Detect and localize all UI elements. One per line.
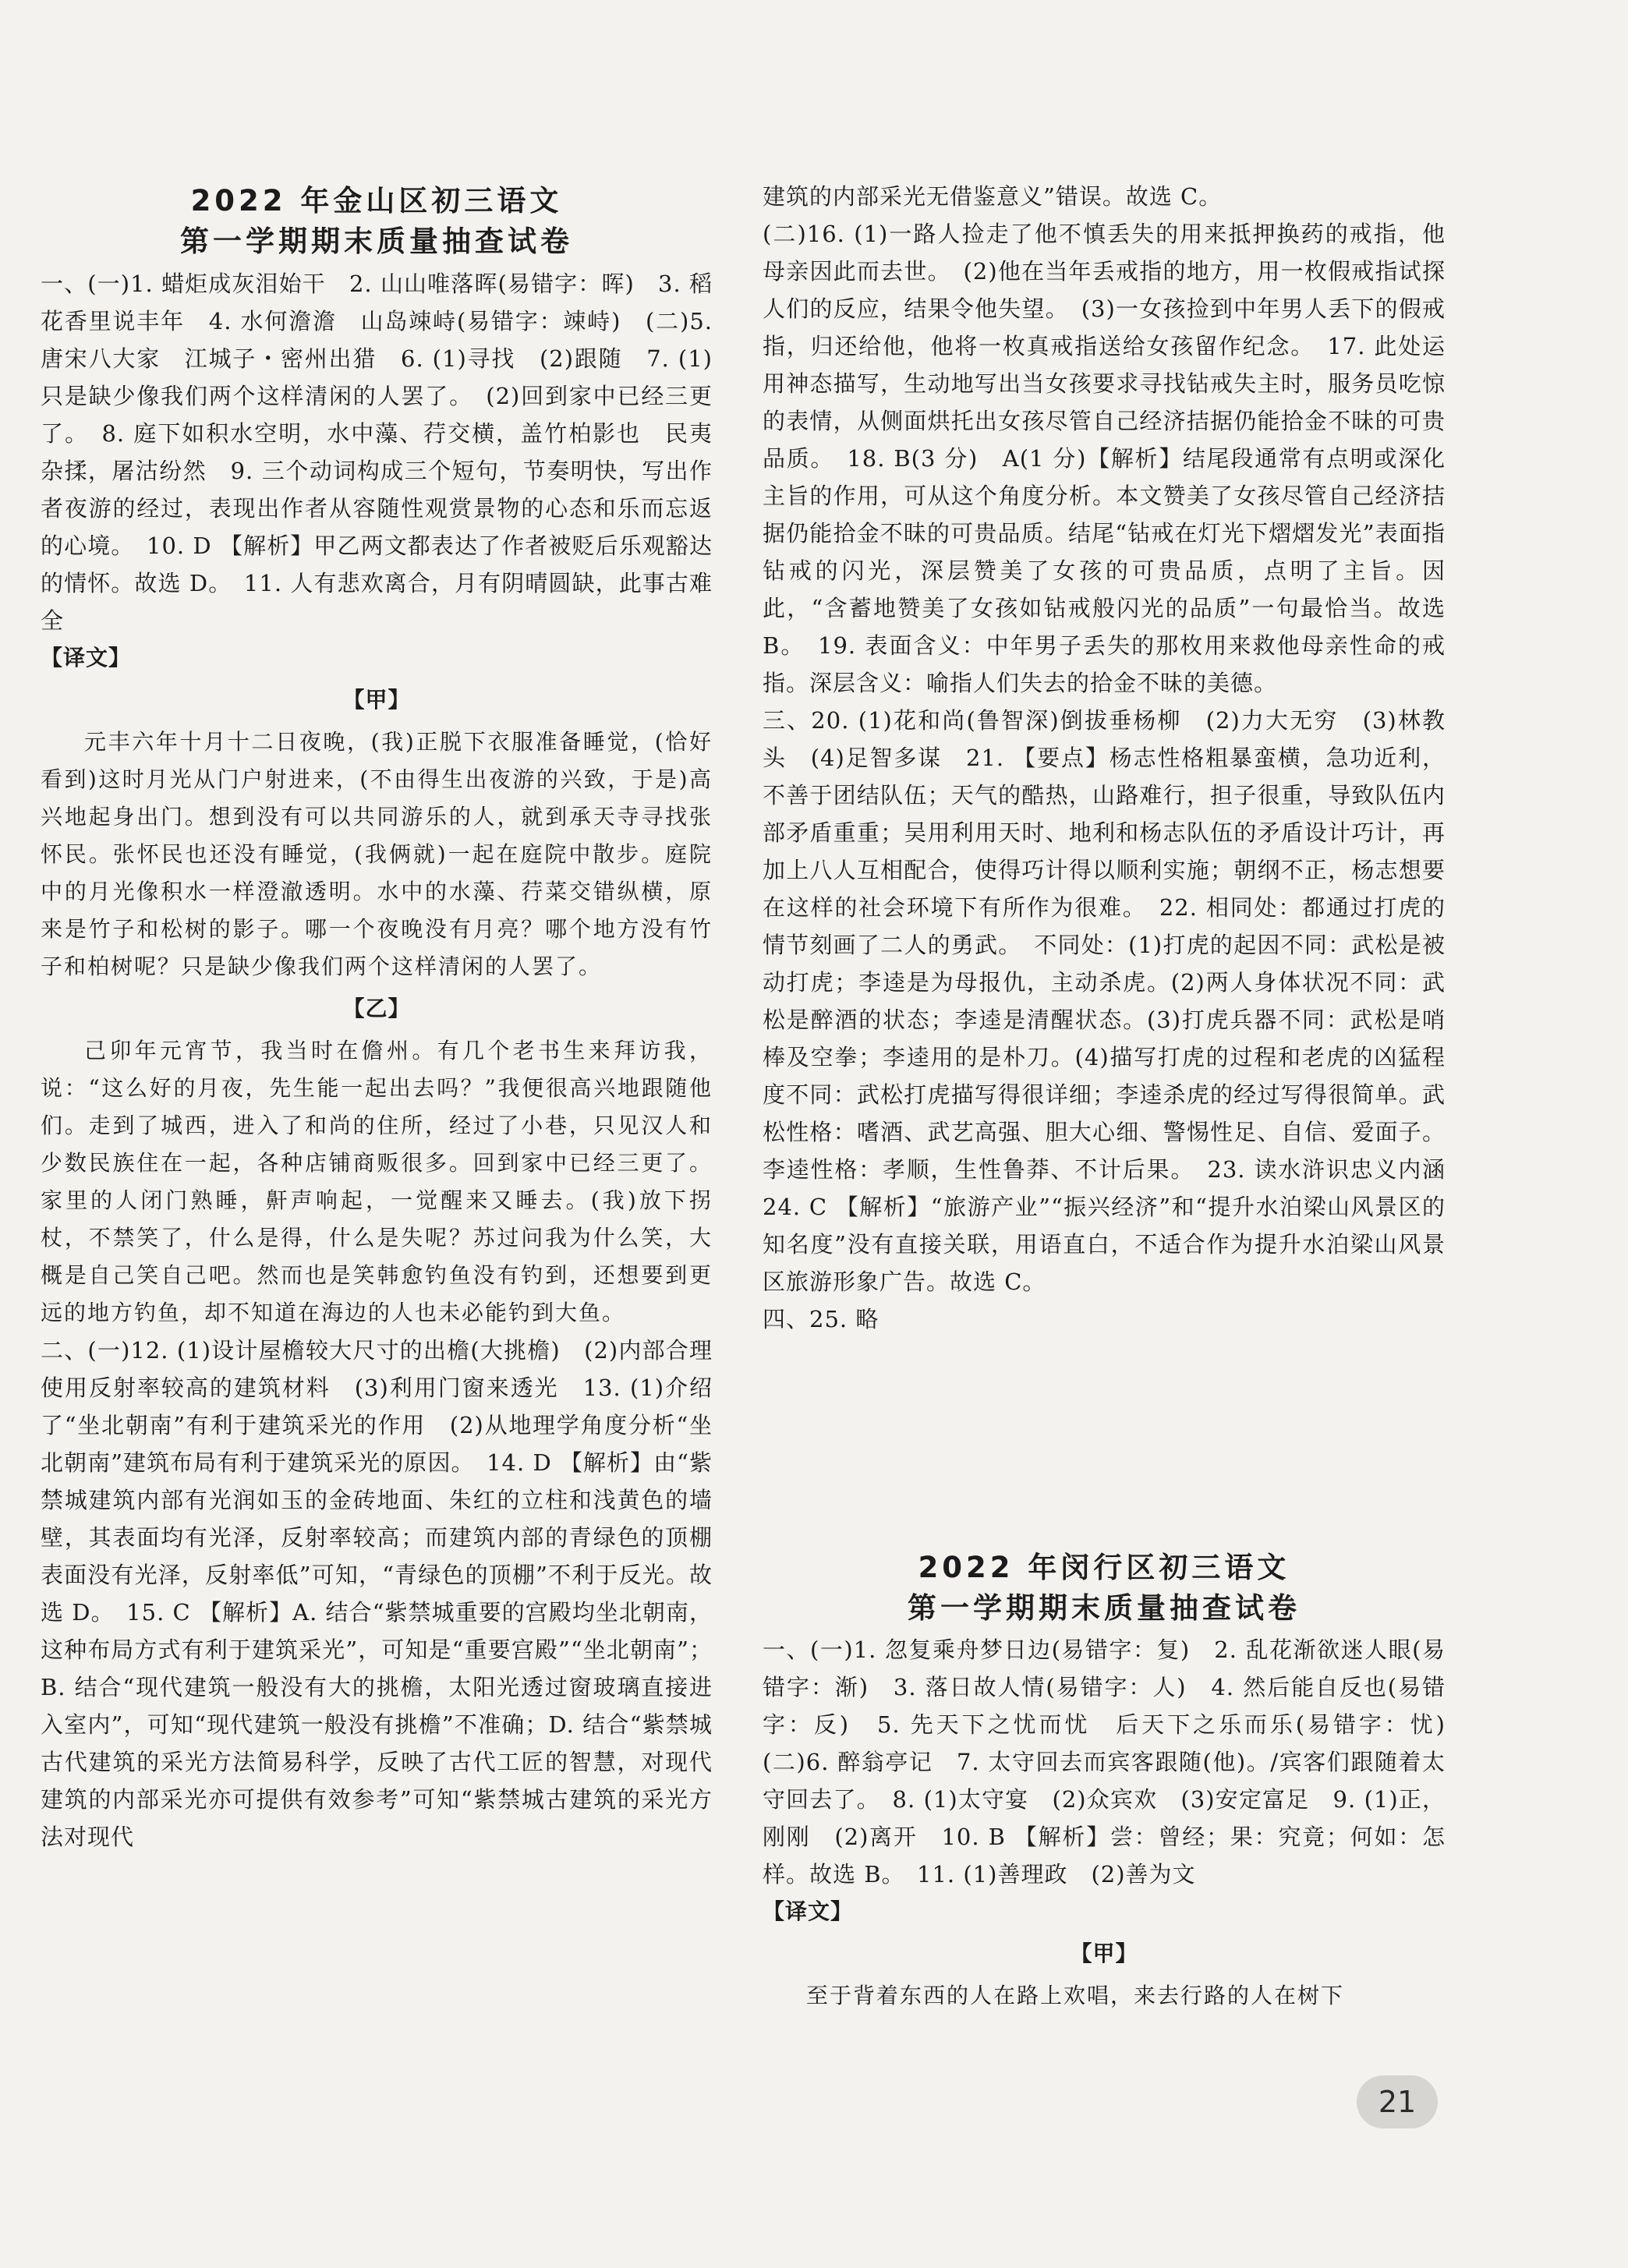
translation-label: 【译文】 (763, 1898, 854, 1924)
section-title-minhang (763, 1548, 1446, 1629)
answer-paragraph: 四、25. 略 (763, 1306, 879, 1332)
left-body (41, 265, 713, 1856)
title-line: 2022 年金山区初三语文 (190, 184, 563, 218)
passage-label-jia: 【甲】 (342, 687, 411, 713)
translation-label: 【译文】 (41, 645, 132, 670)
answer-paragraph: 三、20. (1)花和尚(鲁智深)倒拔垂杨柳 (2)力大无穷 (3)林教头 (4)足智多谋 21. 【要点】杨志性格粗暴蛮横，急功近利，不善于团结队伍；天气的酷热，山路难行，担子很重，导致队伍内部矛盾重重；吴用利用天时、地利和杨志队伍的矛盾设计巧计，再加上八人互相配合，使得巧计得以顺利实施；朝纲不正，杨志想要在这样的社会环境下有所作为很难。 22. 相同处：都通过打虎的情节刻画了二人的勇武。 不同处：(1)打虎的起因不同：武松是被动打虎；李逵是为母报仇，主动杀虎。(2)两人身体状况不同：武松是醉酒的状态；李逵是清醒状态。(3)打虎兵器不同：武松是哨棒及空拳；李逵用的是朴刀。(4)描写打虎的过程和老虎的凶猛程度不同：武松打虎描写得很详细；李逵杀虎的经过写得很简单。武松性格：嗜酒、武艺高强、胆大心细、警惕性足、自信、爱面子。李逵性格：孝顺，生性鲁莽、不计后果。 23. 读水浒识忠义内涵 24. C 【解析】“旅游产业”“振兴经济”和“提升水泊梁山风景区的知名度”没有直接关联，用语直白，不适合作为提升水泊梁山风景区旅游形象广告。故选 C。 (763, 707, 1470, 1295)
title-line: 第一学期期末质量抽查试卷 (908, 1591, 1301, 1625)
passage-label-jia: 【甲】 (1070, 1941, 1138, 1966)
passage-label-yi: 【乙】 (342, 996, 411, 1021)
title-line: 第一学期期末质量抽查试卷 (180, 225, 573, 258)
page-number: 21 (1357, 2075, 1438, 2128)
answer-paragraph: 建筑的内部采光无借鉴意义”错误。故选 C。 (763, 183, 1223, 210)
section-title-jinshan (41, 181, 713, 262)
answer-paragraph: 一、(一)1. 蜡炬成灰泪始干 2. 山山唯落晖(易错字：晖) 3. 稻花香里说丰年 4. 水何澹澹 山岛竦峙(易错字：竦峙) (二)5. 唐宋八大家 江城子・密州出猎 6. (1)寻找 (2)跟随 7. (1)只是缺少像我们两个这样清闲的人罢了。 (2)回到家中已经三更了。 8. 庭下如积水空明，水中藻、荇交横，盖竹柏影也 民夷杂揉，屠沽纷然 9. 三个动词构成三个短句，节奏明快，写出作者夜游的经过，表现出作者从容随性观赏景物的心态和乐而忘返的心境。 10. D 【解析】甲乙两文都表达了作者被贬后乐观豁达的情怀。故选 D。 11. 人有悲欢离合，月有阴晴圆缺，此事古难全 (41, 271, 713, 634)
right-body-lower (763, 1631, 1470, 2015)
translation-jia: 至于背着东西的人在路上欢唱，来去行路的人在树下 (806, 1983, 1345, 2008)
right-body-upper (763, 178, 1470, 1338)
answer-paragraph: 一、(一)1. 忽复乘舟梦日边(易错字：复) 2. 乱花渐欲迷人眼(易错字：渐) 3. 落日故人情(易错字：人) 4. 然后能自反也(易错字：反) 5. 先天下之忧而忧 后天下之乐而乐(易错字：忧) (二)6. 醉翁亭记 7. 太守回去而宾客跟随(他)。/宾客们跟随着太守回去了。 8. (1)太守宴 (2)众宾欢 (3)安定富足 9. (1)正，刚刚 (2)离开 10. B 【解析】尝：曾经；果：究竟；何如：怎样。故选 B。 11. (1)善理政 (2)善为文 (763, 1636, 1470, 1888)
translation-yi: 己卯年元宵节，我当时在儋州。有几个老书生来拜访我，说：“这么好的月夜，先生能一起出去吗？”我便很高兴地跟随他们。走到了城西，进入了和尚的住所，经过了小巷，只见汉人和少数民族住在一起，各种店铺商贩很多。回到家中已经三更了。家里的人闭门熟睡，鼾声响起，一觉醒来又睡去。(我)放下拐杖，不禁笑了，什么是得，什么是失呢？苏过问我为什么笑，大概是自己笑自己吧。然而也是笑韩愈钓鱼没有钓到，还想要到更远的地方钓鱼，却不知道在海边的人也未必能钓到大鱼。 (41, 1038, 713, 1325)
title-line: 2022 年闵行区初三语文 (918, 1551, 1290, 1584)
answer-paragraph: (二)16. (1)一路人捡走了他不慎丢失的用来抵押换药的戒指，他母亲因此而去世。 (2)他在当年丢戒指的地方，用一枚假戒指试探人们的反应，结果令他失望。 (3)一女孩捡到中年男人丢下的假戒指，归还给他，他将一枚真戒指送给女孩留作纪念。 17. 此处运用神态描写，生动地写出当女孩要求寻找钻戒失主时，服务员吃惊的表情，从侧面烘托出女孩尽管自己经济拮据仍能拾金不昧的可贵品质。 18. B(3 分) A(1 分)【解析】结尾段通常有点明或深化主旨的作用，可从这个角度分析。本文赞美了女孩尽管自己经济拮据仍能拾金不昧的可贵品质。结尾“钻戒在灯光下熠熠发光”表面指钻戒的闪光，深层赞美了女孩的可贵品质，点明了主旨。因此，“含蓄地赞美了女孩如钻戒般闪光的品质”一句最恰当。故选 B。 19. 表面含义：中年男子丢失的那枚用来救他母亲性命的戒指。深层含义：喻指人们失去的拾金不昧的美德。 (763, 221, 1446, 696)
answer-paragraph: 二、(一)12. (1)设计屋檐较大尺寸的出檐(大挑檐) (2)内部合理使用反射率较高的建筑材料 (3)利用门窗来透光 13. (1)介绍了“坐北朝南”有利于建筑采光的作用 (2)从地理学角度分析“坐北朝南”建筑布局有利于建筑采光的原因。 14. D 【解析】由“紫禁城建筑内部有光润如玉的金砖地面、朱红的立柱和浅黄色的墙壁，其表面均有光泽，反射率较高；而建筑内部的青绿色的顶棚表面没有光泽，反射率低”可知，“青绿色的顶棚”不利于反光。故选 D。 15. C 【解析】A. 结合“紫禁城重要的宫殿均坐北朝南，这种布局方式有利于建筑采光”，可知是“重要宫殿”“坐北朝南”；B. 结合“现代建筑一般没有大的挑檐，太阳光透过窗玻璃直接进入室内”，可知“现代建筑一般没有挑檐”不准确；D. 结合“紫禁城古代建筑的采光方法简易科学，反映了古代工匠的智慧，对现代建筑的内部采光亦可提供有效参考”可知“紫禁城古建筑的采光方法对现代 (41, 1337, 713, 1850)
translation-jia: 元丰六年十月十二日夜晚，(我)正脱下衣服准备睡觉，(恰好看到)这时月光从门户射进来，(不由得生出夜游的兴致，于是)高兴地起身出门。想到没有可以共同游乐的人，就到承天寺寻找张怀民。张怀民也还没有睡觉，(我俩就)一起在庭院中散步。庭院中的月光像积水一样澄澈透明。水中的水藻、荇菜交错纵横，原来是竹子和松树的影子。哪一个夜晚没有月亮？哪个地方没有竹子和柏树呢？只是缺少像我们两个这样清闲的人罢了。 (41, 729, 713, 979)
